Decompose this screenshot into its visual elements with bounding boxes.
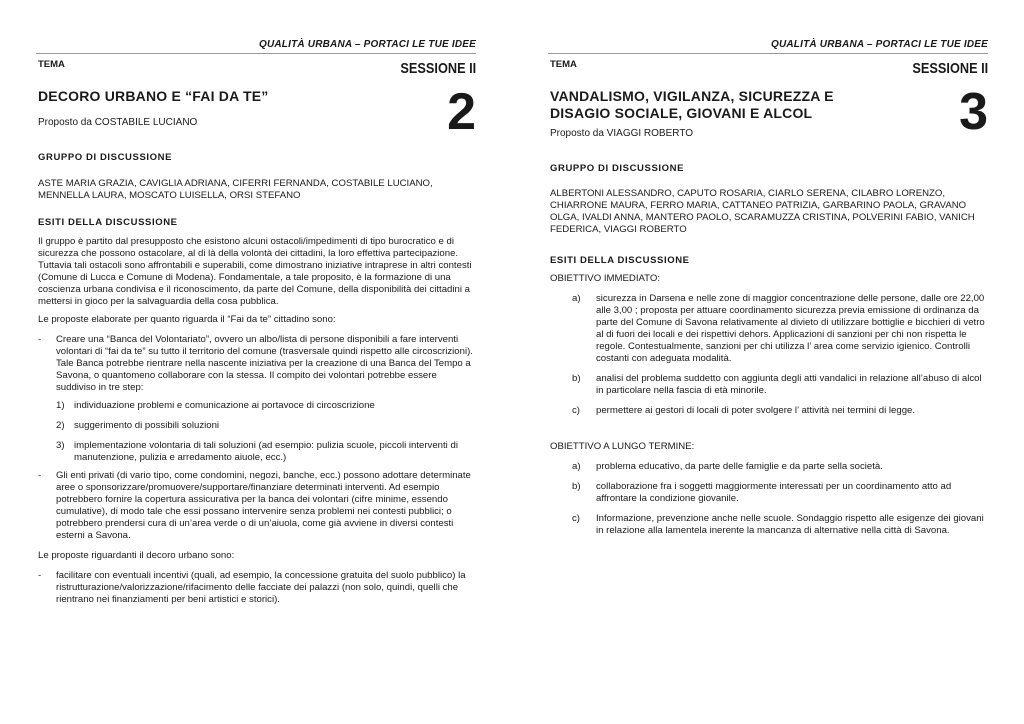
topic-number: 2	[447, 83, 476, 141]
step-number: 2)	[56, 420, 65, 431]
proposals-intro: Le proposte elaborate per quanto riguarda il “Fai da te” cittadino sono:	[38, 314, 336, 325]
header-rule	[36, 53, 476, 54]
tema-label: TEMA	[550, 59, 577, 70]
item-letter: c)	[572, 405, 580, 416]
list-item	[38, 420, 474, 432]
item-letter: c)	[572, 513, 580, 524]
immediate-heading: OBIETTIVO IMMEDIATO:	[550, 273, 660, 284]
running-header: QUALITÀ URBANA – PORTACI LE TUE IDEE	[770, 39, 988, 50]
decor-intro: Le proposte riguardanti il decoro urbano sono:	[38, 550, 235, 561]
intro-paragraph: Il gruppo è partito dal presupposto che esistono alcuni ostacoli/impedimenti di tipo burocratico e di sicurezza che possono ostacolare, al di là della volontà dei cittadini, la loro effettiva partecipazione. Tuttavia tali ostacoli sono affrontabili e superabili, come dimostrano iniziative intraprese in altri contesti (Comune di Lucca e Comune di Modena). Fondamentale, a tale proposito, è la formazione di una coscienza urbana condivisa e il riconoscimento, da parte del Comune, della disponibilità dei cittadini a mettersi in gioco per la salvaguardia della cosa pubblica.	[38, 236, 472, 307]
longterm-heading: OBIETTIVO A LUNGO TERMINE:	[550, 441, 695, 452]
group-members: ALBERTONI ALESSANDRO, CAPUTO ROSARIA, CIARLO SERENA, CILABRO LORENZO, CHIARRONE MAURA, FERRO MARIA, CATTANEO PATRIZIA, GARBARINO PAOLA, GRAVANO OLGA, IVALDI ANNA, MANTERO PAOLO, SCARAMUZZA CRISTINA, POLVERINI FABIO, VANICH FEDERICA, VIAGGI ROBERTO	[550, 188, 975, 235]
item-text: permettere ai gestori di locali di poter svolgere l’ attività nei termini di legge.	[596, 405, 916, 416]
list-item	[550, 373, 986, 397]
tema-label: TEMA	[38, 59, 65, 70]
list-item	[550, 461, 986, 473]
dash-bullet: -	[38, 334, 42, 345]
group-heading: GRUPPO DI DISCUSSIONE	[550, 163, 685, 174]
list-item	[550, 513, 986, 537]
step-number: 3)	[56, 440, 65, 451]
header-rule	[548, 53, 988, 54]
item-text: analisi del problema suddetto con aggiunta degli atti vandalici in relazione all’abuso di alcol in particolare nella fascia di età minorile.	[596, 373, 982, 396]
session-label: SESSIONE II	[400, 60, 476, 77]
group-members: ASTE MARIA GRAZIA, CAVIGLIA ADRIANA, CIFERRI FERNANDA, COSTABILE LUCIANO, MENNELLA LAURA, MOSCATO LUISELLA, ORSI STEFANO	[38, 178, 433, 201]
item-text: Informazione, prevenzione anche nelle scuole. Sondaggio rispetto alle esigenze dei giovani in relazione alla lamentela inerente la mancanza di alternative nella città di Savona.	[596, 513, 984, 536]
step-text: suggerimento di possibili soluzioni	[74, 420, 220, 431]
step-number: 1)	[56, 400, 65, 411]
bullet-text: Creare una “Banca del Volontariato”, ovvero un albo/lista di persone disponibili a fare interventi volontari di “fai da te” su tutto il territorio del comune (trasversale quindi rispetto alle circoscrizioni). Tale Banca potrebbe rientrare nella nascente iniziativa per la creazione di una Banca del Tempo a Savona, o quantomeno collaborare con la stessa. Il compito dei volontari potrebbe essere suddiviso in tre step:	[56, 334, 473, 393]
bullet-text: facilitare con eventuali incentivi (quali, ad esempio, la concessione gratuita del suolo pubblico) la ristrutturazione/valorizzazione/rifacimento delle facciate dei palazzi (non solo, quindi, quelli che rientrano nei finanziamenti per beni artistici e storici).	[56, 570, 466, 605]
step-text: implementazione volontaria di tali soluzioni (ad esempio: pulizia scuole, piccoli interventi di manutenzione, pulizia e arredamento aiuole, ecc.)	[74, 440, 458, 463]
left-page	[36, 0, 476, 724]
item-text: sicurezza in Darsena e nelle zone di maggior concentrazione delle persone, dalle ore 22,00 alle 3,00 ; proposta per attuare coordinamento sicurezza previa emissione di ordinanza da parte del Comune di Savona relativamente al divieto di utilizzare bottiglie e bicchieri di vetro al di fuori dei locali e dei rispettivi dehors. Applicazioni di sanzioni per chi non rispetta le regole. Contestualmente, sanzioni per chi utilizza l’ area come servizio igienico. Controlli costanti con adeguata modalità.	[596, 293, 985, 364]
topic-title: DECORO URBANO E “FAI DA TE”	[38, 88, 269, 104]
item-letter: b)	[572, 481, 581, 492]
list-item	[550, 405, 986, 417]
item-text: problema educativo, da parte delle famiglie e da parte sella società.	[596, 461, 883, 472]
item-letter: b)	[572, 373, 581, 384]
list-item	[38, 400, 474, 412]
session-label: SESSIONE II	[912, 60, 988, 77]
group-heading: GRUPPO DI DISCUSSIONE	[38, 152, 173, 163]
step-text: individuazione problemi e comunicazione ai portavoce di circoscrizione	[74, 400, 375, 411]
list-item	[38, 470, 474, 542]
item-letter: a)	[572, 461, 581, 472]
list-item	[38, 570, 474, 606]
list-item	[38, 440, 474, 464]
running-header: QUALITÀ URBANA – PORTACI LE TUE IDEE	[258, 39, 476, 50]
item-letter: a)	[572, 293, 581, 304]
list-item	[550, 481, 986, 505]
item-text: collaborazione fra i soggetti maggiormente interessati per un coordinamento atto ad affrontare la condizione giovanile.	[596, 481, 952, 504]
bullet-text: Gli enti privati (di vario tipo, come condomini, negozi, banche, ecc.) possono adottare determinate aree o sponsorizzare/promuovere/supportare/finanziare determinati interventi. Ad esempio potrebbero fornire la copertura assicurativa per la banca dei volontari (cifre minime, essendo cumulative), di modo tale che essi possano intervenire senza problemi nei contesti pubblici; o potrebbero prendersi cura di un’area verde o di un’aiuola, come già avviene in diversi contesti esterni a Savona.	[56, 470, 471, 541]
left-body	[38, 236, 474, 606]
right-body	[550, 273, 986, 537]
list-item	[38, 334, 474, 394]
outcome-heading: ESITI DELLA DISCUSSIONE	[38, 217, 178, 228]
proposer: Proposto da COSTABILE LUCIANO	[38, 117, 198, 128]
topic-title: VANDALISMO, VIGILANZA, SICUREZZA E DISAGIO SOCIALE, GIOVANI E ALCOL	[550, 88, 834, 121]
topic-number: 3	[959, 83, 988, 141]
right-page	[548, 0, 988, 724]
dash-bullet: -	[38, 570, 42, 581]
proposer: Proposto da VIAGGI ROBERTO	[550, 128, 694, 139]
outcome-heading: ESITI DELLA DISCUSSIONE	[550, 255, 690, 266]
dash-bullet: -	[38, 470, 42, 481]
list-item	[550, 293, 986, 365]
